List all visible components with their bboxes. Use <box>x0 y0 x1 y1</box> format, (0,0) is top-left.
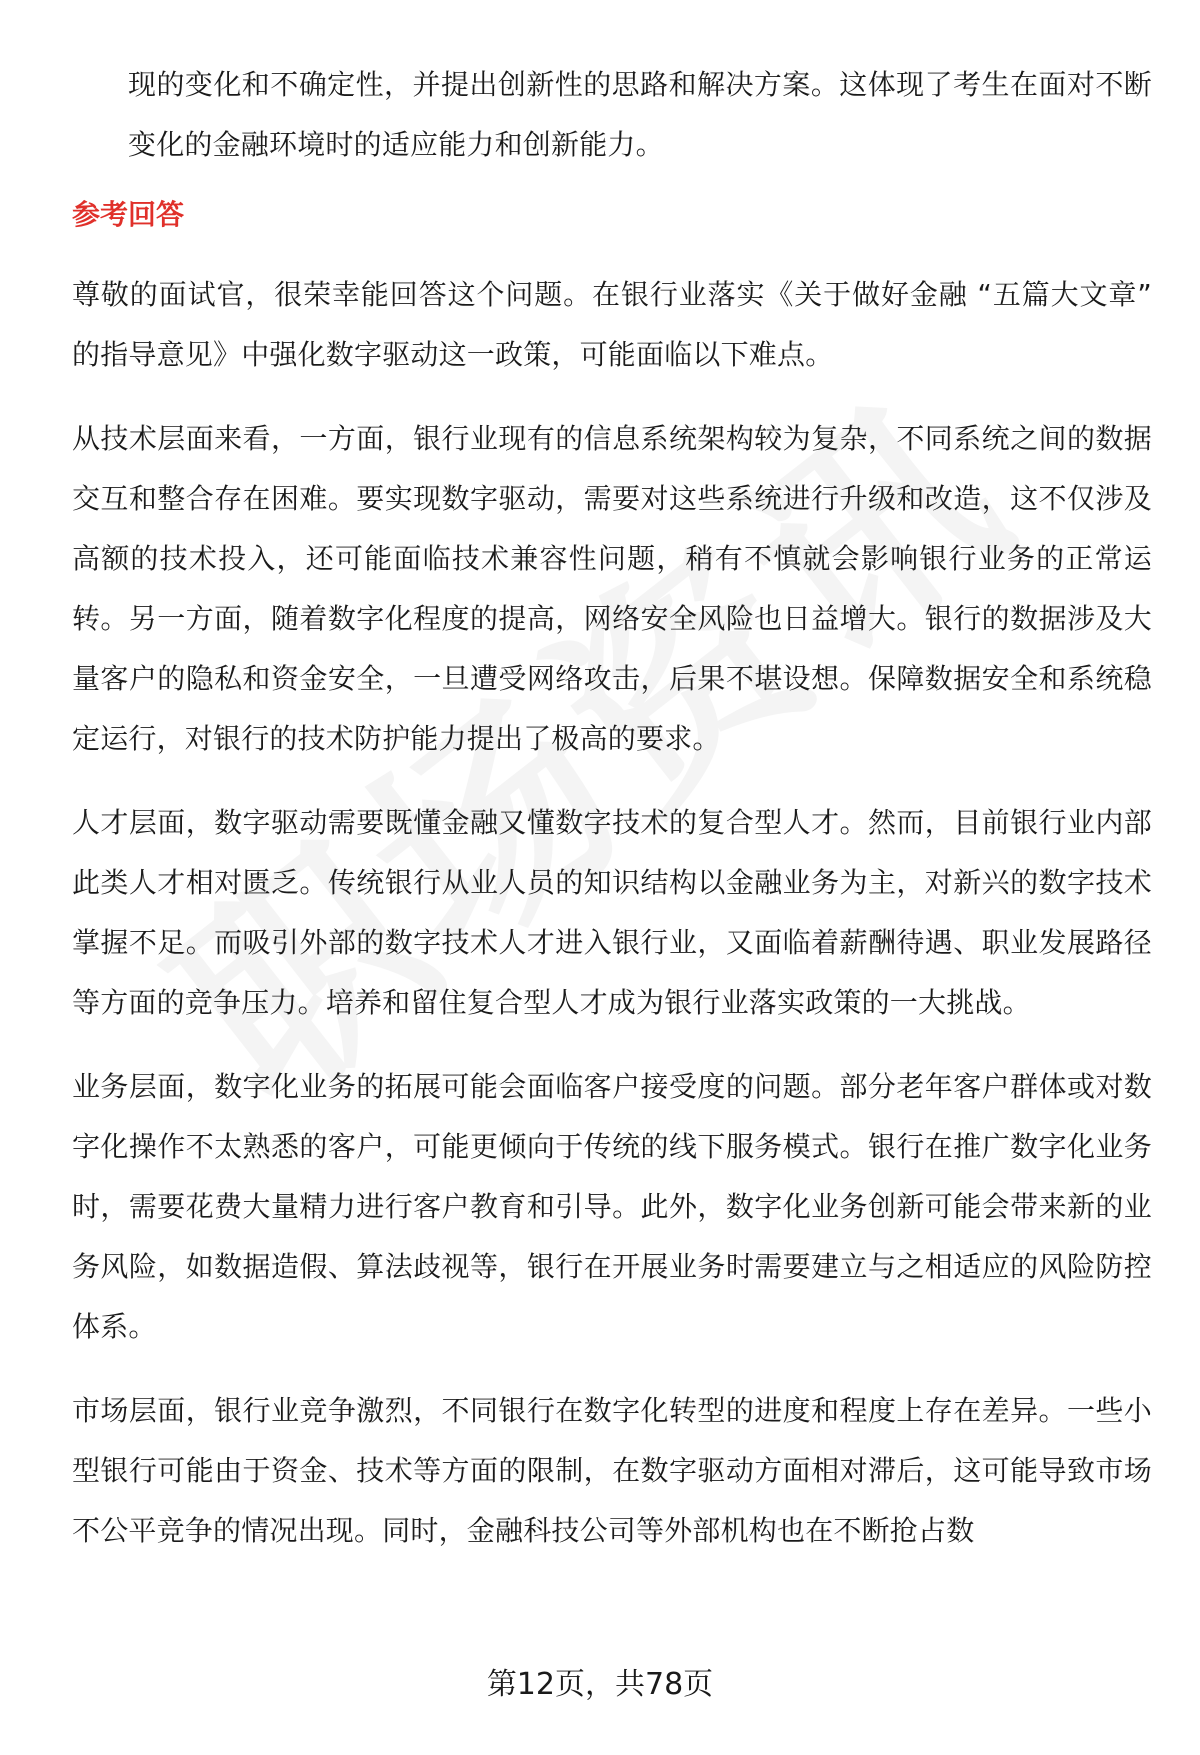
section-title: 参考回答 <box>72 198 185 231</box>
answer-paragraph-market: 市场层面，银行业竞争激烈，不同银行在数字化转型的进度和程度上存在差异。一些小型银行可能由于资金、技术等方面的限制，在数字驱动方面相对滞后，这可能导致市场不公平竞争的情况出现。同时，金融科技公司等外部机构也在不断抢占数 <box>72 1394 1152 1547</box>
answer-paragraph-technology: 从技术层面来看，一方面，银行业现有的信息系统架构较为复杂，不同系统之间的数据交互和整合存在困难。要实现数字驱动，需要对这些系统进行升级和改造，这不仅涉及高额的技术投入，还可能面临技术兼容性问题，稍有不慎就会影响银行业务的正常运转。另一方面，随着数字化程度的提高，网络安全风险也日益增大。银行的数据涉及大量客户的隐私和资金安全，一旦遭受网络攻击，后果不堪设想。保障数据安全和系统稳定运行，对银行的技术防护能力提出了极高的要求。 <box>72 422 1152 755</box>
page-number: 第12页，共78页 <box>486 1667 714 1702</box>
page-content <box>72 55 1152 1585</box>
answer-paragraph-opening: 尊敬的面试官，很荣幸能回答这个问题。在银行业落实《关于做好金融 “五篇大文章” 的指导意见》中强化数字驱动这一政策，可能面临以下难点。 <box>72 278 1152 371</box>
answer-paragraph-talent: 人才层面，数字驱动需要既懂金融又懂数字技术的复合型人才。然而，目前银行业内部此类人才相对匮乏。传统银行从业人员的知识结构以金融业务为主，对新兴的数字技术掌握不足。而吸引外部的数字技术人才进入银行业，又面临着薪酬待遇、职业发展路径等方面的竞争压力。培养和留住复合型人才成为银行业落实政策的一大挑战。 <box>72 806 1152 1019</box>
intro-continued-paragraph: 现的变化和不确定性，并提出创新性的思路和解决方案。这体现了考生在面对不断变化的金融环境时的适应能力和创新能力。 <box>128 68 1152 161</box>
answer-paragraph-business: 业务层面，数字化业务的拓展可能会面临客户接受度的问题。部分老年客户群体或对数字化操作不太熟悉的客户，可能更倾向于传统的线下服务模式。银行在推广数字化业务时，需要花费大量精力进行客户教育和引导。此外，数字化业务创新可能会带来新的业务风险，如数据造假、算法歧视等，银行在开展业务时需要建立与之相适应的风险防控体系。 <box>72 1070 1152 1343</box>
